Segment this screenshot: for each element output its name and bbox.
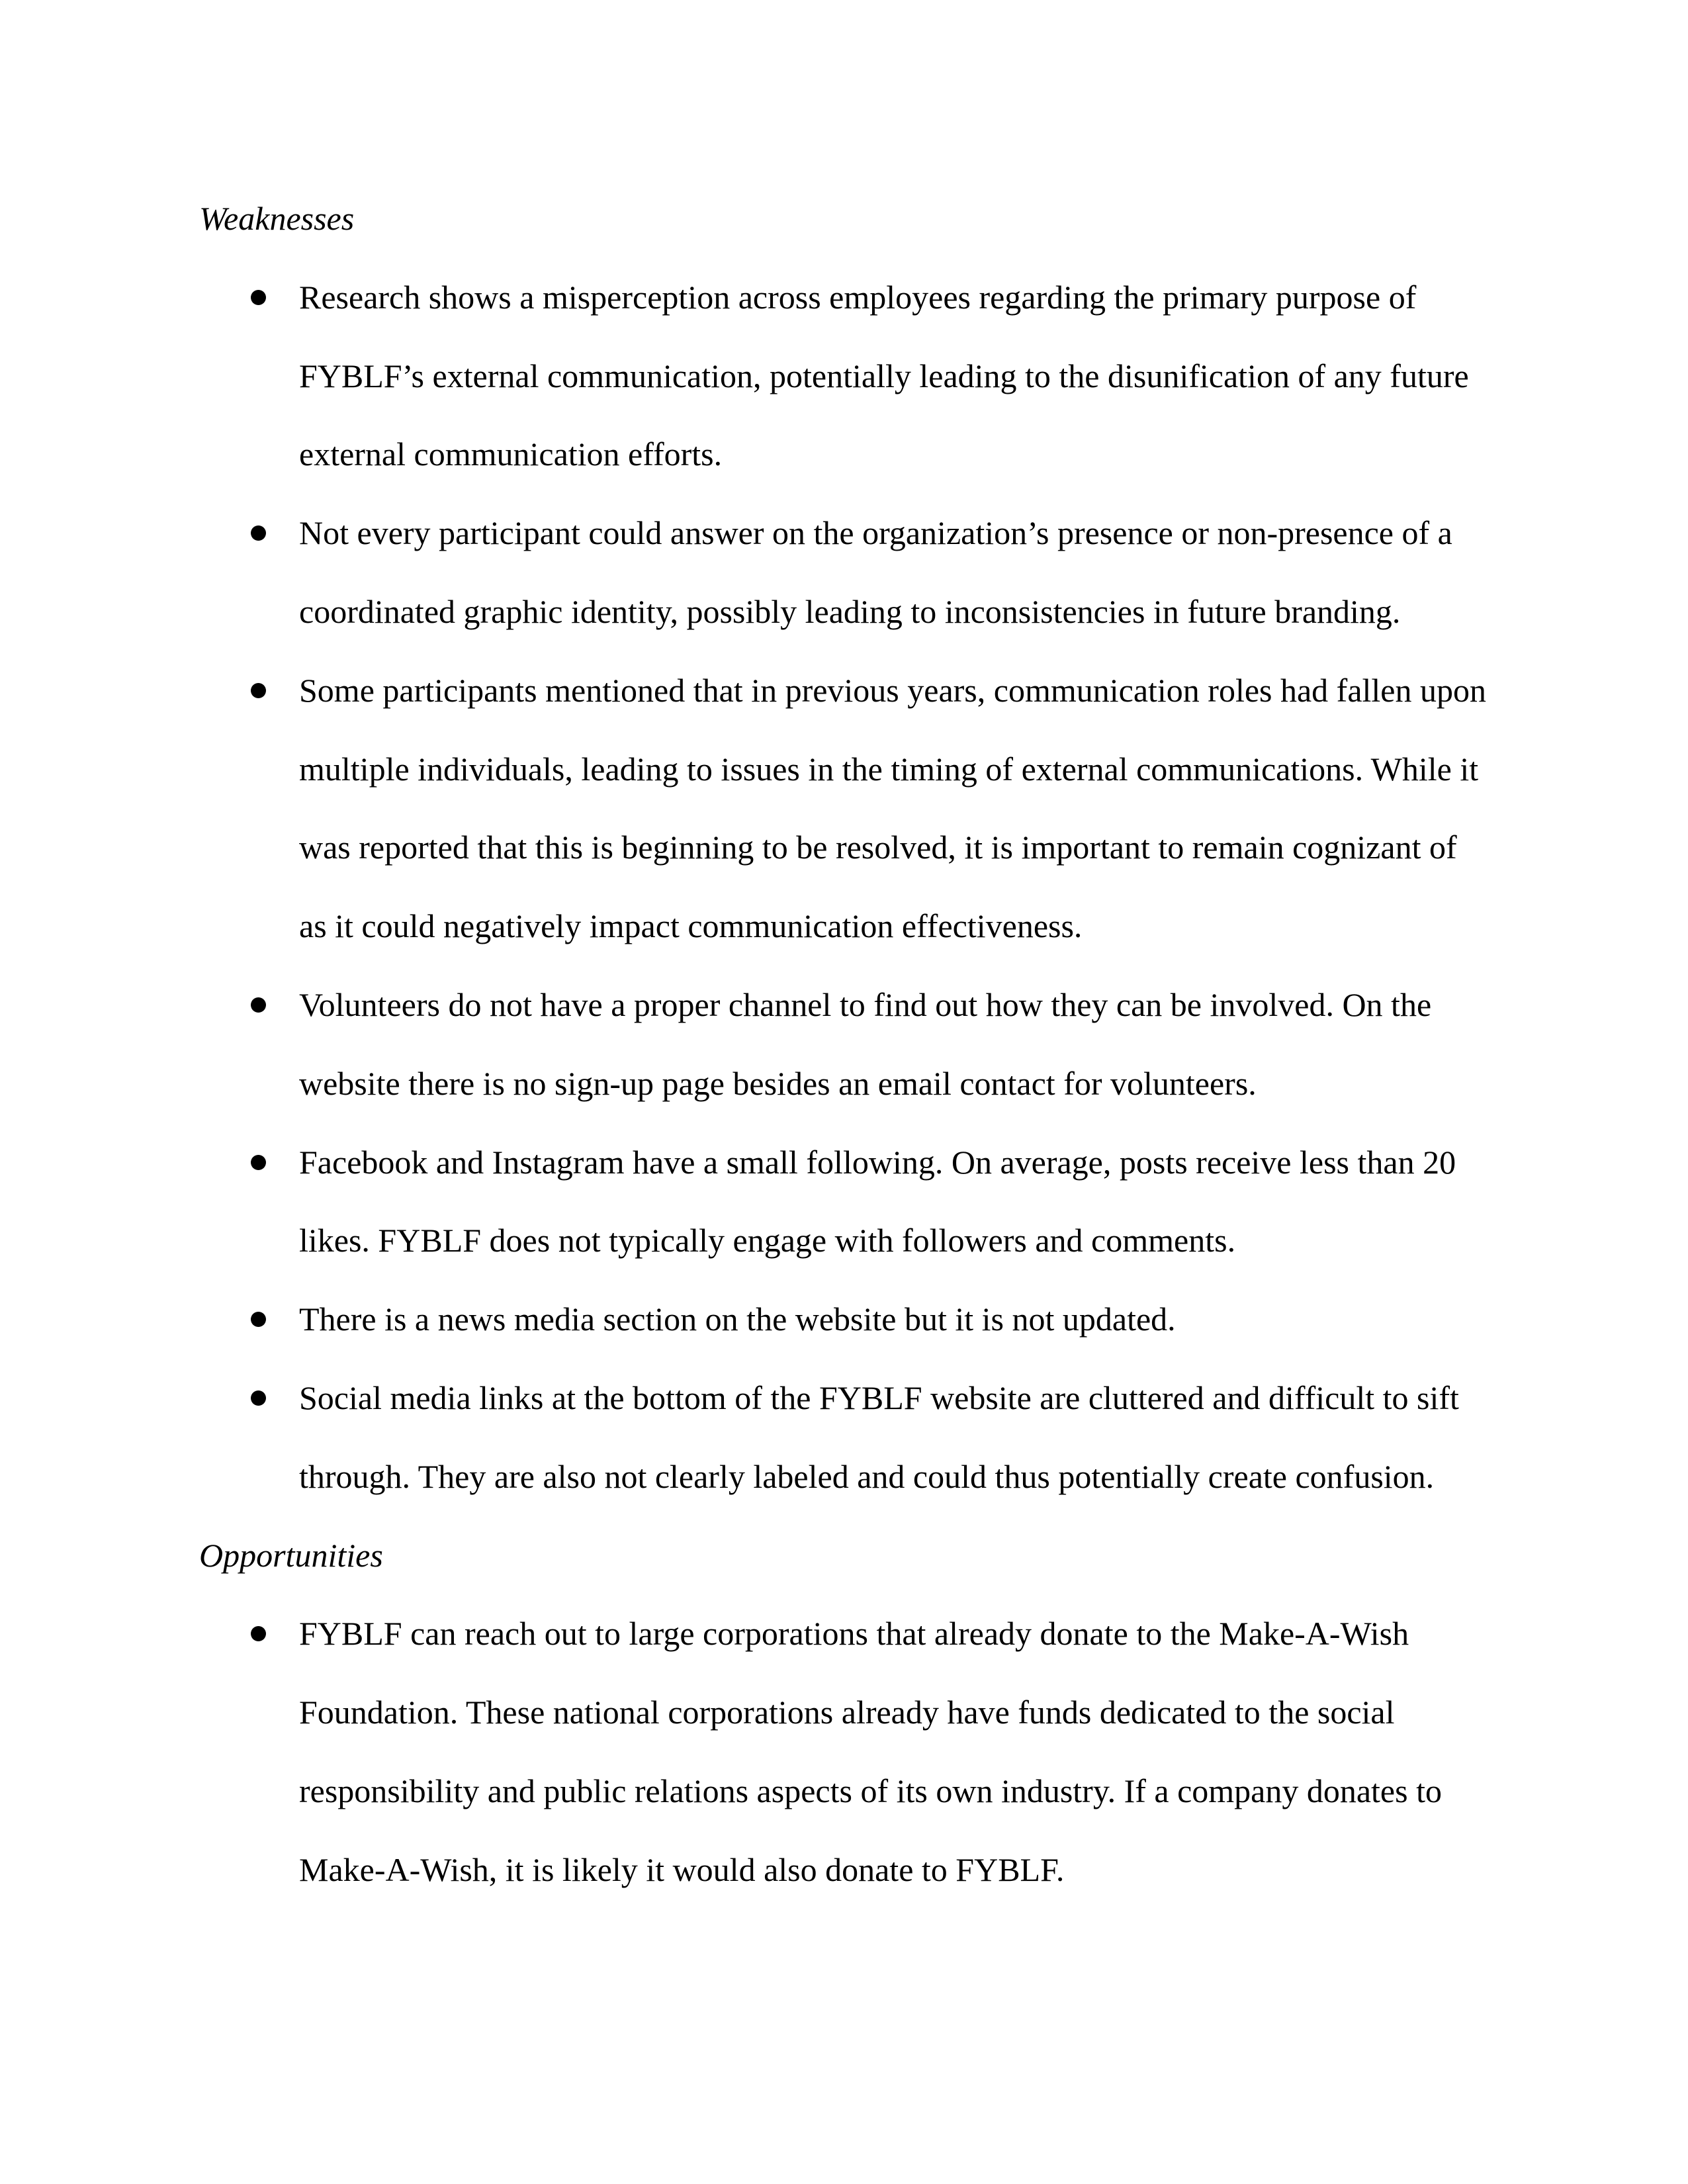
bullet-list — [199, 258, 1489, 1516]
bullet-icon — [251, 997, 266, 1013]
text-line: Make-A-Wish, it is likely it would also donate to FYBLF. — [299, 1850, 1065, 1888]
text-line: Foundation. These national corporations already have funds dedicated to the social — [299, 1694, 1395, 1731]
list-item — [199, 651, 1489, 966]
bullet-icon — [251, 683, 266, 698]
text-line: multiple individuals, leading to issues in the timing of external communications. While it — [299, 750, 1479, 788]
section-heading: Weaknesses — [199, 200, 355, 237]
bullet-icon — [251, 525, 266, 541]
list-item — [199, 258, 1489, 494]
bullet-icon — [251, 1390, 266, 1406]
text-line: through. They are also not clearly labeled and could thus potentially create confusion. — [299, 1457, 1435, 1495]
text-line: coordinated graphic identity, possibly leading to inconsistencies in future branding. — [299, 592, 1401, 630]
text-line: Not every participant could answer on the organization’s presence or non-presence of a — [299, 514, 1452, 552]
text-line: FYBLF’s external communication, potentially leading to the disunification of any future — [299, 357, 1469, 394]
text-line: Some participants mentioned that in previous years, communication roles had fallen upon — [299, 671, 1486, 709]
text-line: external communication efforts. — [299, 435, 723, 473]
list-item — [199, 1123, 1489, 1281]
bullet-icon — [251, 290, 266, 305]
document-page — [199, 179, 1489, 1909]
text-line: Volunteers do not have a proper channel to find out how they can be involved. On the — [299, 985, 1432, 1023]
text-line: Social media links at the bottom of the FYBLF website are cluttered and difficult to sift — [299, 1379, 1459, 1416]
section-heading: Opportunities — [199, 1536, 383, 1574]
text-line: Research shows a misperception across employees regarding the primary purpose of — [299, 278, 1417, 316]
bullet-icon — [251, 1155, 266, 1170]
section-opportunities — [199, 1516, 1489, 1909]
text-line: website there is no sign-up page besides an email contact for volunteers. — [299, 1064, 1257, 1102]
bullet-icon — [251, 1626, 266, 1641]
list-item — [199, 1280, 1489, 1359]
text-line: as it could negatively impact communication effectiveness. — [299, 907, 1083, 945]
section-weaknesses — [199, 179, 1489, 1516]
text-line: There is a news media section on the website but it is not updated. — [299, 1300, 1176, 1338]
bullet-icon — [251, 1312, 266, 1327]
text-line: Facebook and Instagram have a small following. On average, posts receive less than 20 — [299, 1143, 1456, 1181]
list-item — [199, 494, 1489, 651]
text-line: responsibility and public relations aspects of its own industry. If a company donates to — [299, 1772, 1442, 1809]
bullet-list — [199, 1594, 1489, 1909]
text-line: FYBLF can reach out to large corporations that already donate to the Make-A-Wish — [299, 1615, 1409, 1653]
text-line: likes. FYBLF does not typically engage with followers and comments. — [299, 1222, 1236, 1259]
text-line: was reported that this is beginning to be resolved, it is important to remain cognizant of — [299, 829, 1457, 866]
list-item — [199, 1359, 1489, 1516]
list-item — [199, 966, 1489, 1123]
list-item — [199, 1594, 1489, 1909]
